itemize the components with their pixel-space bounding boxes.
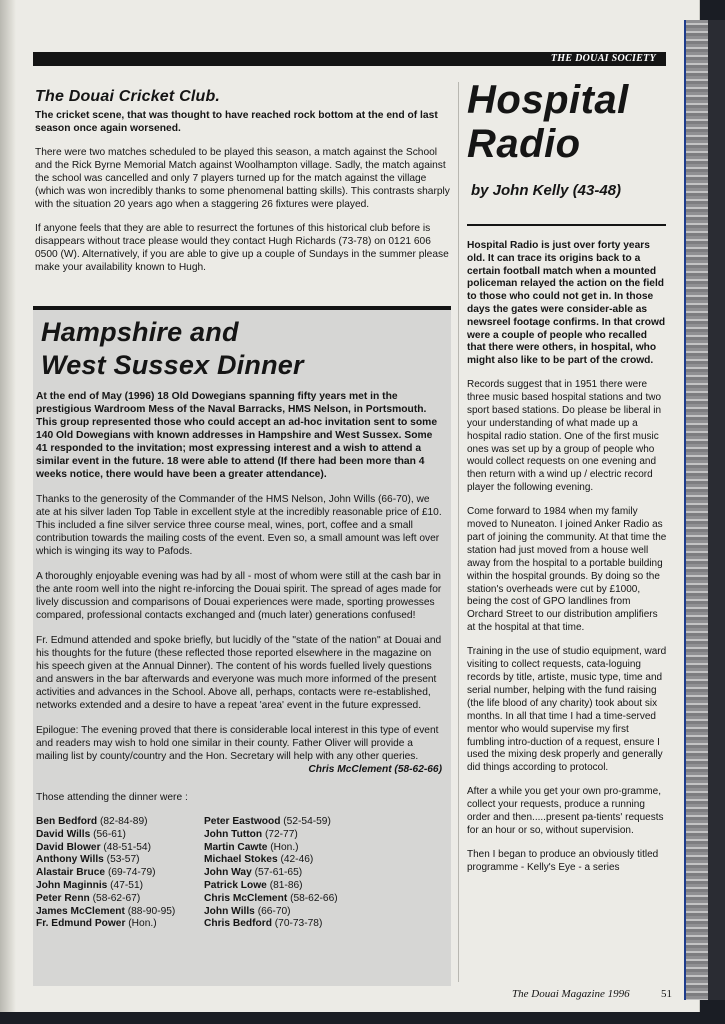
cricket-article — [35, 88, 452, 274]
attendee: John Wills (66-70) — [204, 905, 291, 917]
header-bar — [33, 52, 666, 66]
book-page-edges — [684, 20, 708, 1000]
attendees-column-right — [204, 816, 434, 931]
cricket-intro: The cricket scene, that was thought to have reached rock bottom at the end of last season once again worsened. — [35, 110, 438, 134]
attendee: Anthony Wills (53-57) — [36, 854, 140, 866]
attendee: Fr. Edmund Power (Hon.) — [36, 918, 157, 930]
dinner-intro: At the end of May (1996) 18 Old Dowegians spanning fifty years met in the prestigious Wardroom Mess of the Naval Barracks, HMS Nelson, in Portsmouth. This group represented those who could accept an ad-hoc invitation sent to some 140 Old Dowegians with known addresses in Hampshire and West Sussex. Some 41 responded to the invitation; most expressing interest and a wish to attend a similar event in the future. 18 were able to attend (If there had been more than 4 weeks notice, there would have been a greater attendance). — [36, 391, 438, 480]
attendee: David Blower (48-51-54) — [36, 841, 151, 853]
dinner-epilogue: Epilogue: The evening proved that there is considerable local interest in this type of event and readers may wish to hold one similar in their county. Father Oliver will provide a mailing list by county/country and the Hon. Secretary will help with any other queries. — [36, 725, 439, 762]
column-divider — [458, 82, 459, 982]
radio-intro: Hospital Radio is just over forty years old. It can trace its origins back to a certain football match when a mounted policeman relayed the action on the field to those who could not get in. In those days the gates were consider-able as newsreel footage confirms. In that crowd were a couple of people who recalled that there were others, in hospital, who might also like to be part of the crowd. — [467, 240, 666, 367]
dinner-paragraph: Thanks to the generosity of the Commander of the HMS Nelson, John Wills (66-70), we ate at his silver laden Top Table in excellent style at the incredibly reasonable price of £10. This included a fine silver service three course meal, wines, port, coffee and a small contribution towards the mailing costs of the event. Even so, a small amount was left over which is winging its way to Pafods. — [36, 494, 442, 557]
attendee: James McClement (88-90-95) — [36, 905, 176, 917]
book-cover-edge — [708, 20, 725, 1000]
page-number: 51 — [661, 988, 672, 1000]
page-gutter — [0, 0, 16, 1012]
attendee: David Wills (56-61) — [36, 828, 126, 840]
radio-article — [467, 80, 667, 875]
radio-paragraph: Then I began to produce an obviously titled programme - Kelly's Eye - a series — [467, 848, 659, 873]
cricket-paragraph: There were two matches scheduled to be played this season, a match against the School and the Rick Byrne Memorial Match against Woolhampton village. Sadly, the match against the school was cancelled and only 7 players turned up for the match against the village (which was won incredibly thanks to some phenomenal batting skills). This contrasts sharply with the situation 20 years ago when a staggering 26 fixtures were played. — [35, 147, 450, 210]
radio-paragraph: After a while you get your own pro-gramme, collect your requests, produce a running order and then.....present pa-tients' requests for an hour or so, without supervision. — [467, 786, 664, 836]
radio-byline: by John Kelly (43-48) — [471, 182, 622, 199]
attendee: Ben Bedford (82-84-89) — [36, 816, 148, 827]
radio-paragraph: Records suggest that in 1951 there were three music based hospital stations and two sport based stations. Do please be liberal in your understanding of what made up a hospital radio station. One of the first music ones was set up by a group of people who would collect requests on one evening and then return with a wind up / electric record player the following evening. — [467, 378, 662, 494]
attendee: Martin Cawte (Hon.) — [204, 841, 299, 853]
attendees-list — [36, 816, 442, 931]
attendee: John Way (57-61-65) — [204, 867, 303, 879]
attendees-heading: Those attending the dinner were : — [36, 792, 188, 803]
cricket-paragraph: If anyone feels that they are able to resurrect the fortunes of this historical club before is disappears without trace please would they contact Hugh Richards (73-78) on 0121 606 0500 (W). Alternatively, if you are able to give up a couple of Sundays in the summer please make your availability known to Hugh. — [35, 223, 449, 273]
attendee: John Tutton (72-77) — [204, 828, 298, 840]
radio-title-line1: Hospital — [467, 78, 629, 122]
radio-title-line2: Radio — [467, 122, 581, 166]
byline-rule — [467, 224, 666, 226]
attendee: Peter Eastwood (52-54-59) — [204, 816, 331, 827]
attendee: John Maginnis (47-51) — [36, 879, 143, 891]
attendee: Michael Stokes (42-46) — [204, 854, 314, 866]
dinner-article — [33, 310, 451, 986]
attendee: Chris Bedford (70-73-78) — [204, 918, 323, 930]
dinner-signature: Chris McClement (58-62-66) — [308, 764, 442, 775]
attendees-column-left — [36, 816, 204, 931]
dinner-title-line1: Hampshire and — [41, 317, 239, 347]
footer-magazine-title: The Douai Magazine 1996 — [512, 988, 630, 1000]
attendee: Alastair Bruce (69-74-79) — [36, 867, 156, 879]
attendee: Patrick Lowe (81-86) — [204, 879, 303, 891]
cricket-title: The Douai Cricket Club. — [35, 88, 221, 105]
society-label: THE DOUAI SOCIETY — [550, 53, 656, 64]
attendee: Peter Renn (58-62-67) — [36, 892, 141, 904]
radio-paragraph: Training in the use of studio equipment, ward visiting to collect requests, cata-loguing records by title, artiste, music type, time and serial number, helping with the fund raising (the life blood of any charity) took about six months. In all that time I had a time-served mentor who would supervise my first fumbling intro-duction of a request, ensure I used the mixing desk properly and generally did things according to protocol. — [467, 646, 667, 774]
radio-paragraph: Come forward to 1984 when my family moved to Nuneaton. I joined Anker Radio as part of joining the community. At that time the station had just moved from a house well away from the hospital to a portable building within the hospital grounds. By doing so the station's overheads were cut by £1000, being the cost of GPO landlines from Orchard Street to our distribution amplifiers at the hospital at that time. — [467, 506, 667, 634]
attendee: Chris McClement (58-62-66) — [204, 892, 338, 904]
dinner-title-line2: West Sussex Dinner — [41, 350, 304, 380]
dinner-paragraph: Fr. Edmund attended and spoke briefly, but lucidly of the "state of the nation" at Douai and his thoughts for the future (these reflected those reported elsewhere in the magazine on his speech given at the Annual Dinner). The content of his words fuelled lively questions and answers in the bar afterwards and everyone was much more informed of the present activities and advances in the School. Above all, perhaps, contacts were re-established, networks extended and a desire to have a repeat 'area' event in the future expressed. — [36, 635, 442, 711]
dinner-paragraph: A thoroughly enjoyable evening was had by all - most of whom were still at the cash bar in the ante room well into the night re-inforcing the Douai spirit. The spread of ages made for lively discussion and comparisons of Douai experiences were made, sporting prowesses compared, professional contacts exchanged and (much later) generations confused! — [36, 571, 442, 621]
